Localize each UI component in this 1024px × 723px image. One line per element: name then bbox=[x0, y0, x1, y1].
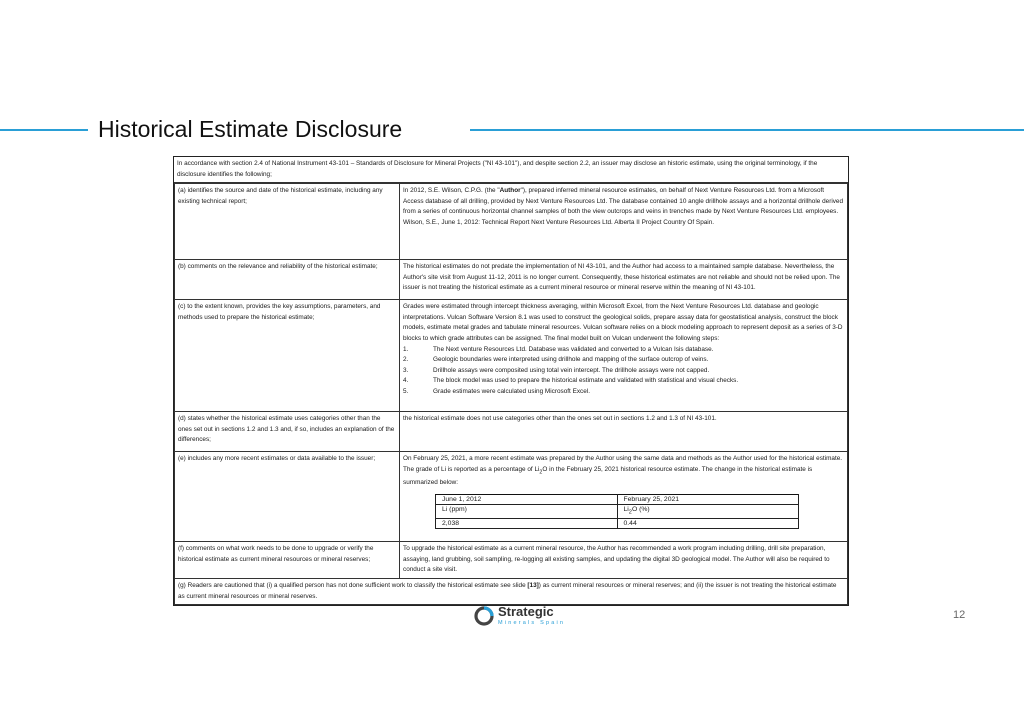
row-a bbox=[175, 184, 848, 260]
row-g-text-1: (g) Readers are cautioned that (i) a qualified person has not done sufficient work to classify the historical estimate see slide bbox=[178, 581, 528, 589]
estimate-date-2: February 25, 2021 bbox=[617, 495, 799, 505]
row-b bbox=[175, 260, 848, 300]
step-item bbox=[403, 345, 844, 356]
estimate-date-row bbox=[436, 495, 799, 505]
steps-list bbox=[403, 345, 844, 398]
step-item bbox=[403, 355, 844, 366]
row-c bbox=[175, 300, 848, 412]
row-a-text-2: "), prepared inferred mineral resource estimates, on behalf of Next Venture Resources Ltd. from a Microsoft Access database of all drilling, provided by Next Venture Resources Ltd. The database contained 10 angle drillhole assays and a horizontal drillhole derived from a series of continuous horizontal channel samples of both the view outcrops and veins in trenches made by Next Venture Resources Ltd. employees. Wilson, S.E., June 1, 2012: Technical Report Next Venture Resources Ltd. Alberta II Project Country Of Spain. bbox=[403, 187, 844, 226]
step-number: 3. bbox=[403, 366, 409, 374]
row-g-text-3: as current mineral resources or mineral reserves. bbox=[178, 592, 318, 600]
step-number: 4. bbox=[403, 377, 409, 385]
row-g bbox=[175, 578, 848, 604]
row-f-text: To upgrade the historical estimate as a current mineral resource, the Author has recommended a work program including drilling, drill site preparation, assaying, land grubbing, soil sampling, re-logging all existing samples, and updating the digital 3D geological model. The Author will also be required to conduct a site visit. bbox=[400, 542, 848, 579]
estimate-unit-1: Li (ppm) bbox=[436, 505, 618, 518]
row-c-label: (c) to the extent known, provides the key assumptions, parameters, and methods used to prepare the historical estimate; bbox=[175, 300, 400, 412]
unit-2-subscript: 2 bbox=[628, 509, 632, 516]
estimate-value-1: 2,038 bbox=[436, 518, 618, 528]
estimate-value-row bbox=[436, 518, 799, 528]
row-e-cell bbox=[400, 452, 848, 542]
logo-subtitle: Minerals Spain bbox=[498, 620, 566, 626]
step-text: Drillhole assays were composited using total vein intercept. The drillhole assays were not capped. bbox=[433, 366, 710, 374]
row-d bbox=[175, 412, 848, 452]
row-c-text: Grades were estimated through intercept thickness averaging, within Microsoft Excel, from the Next Venture Resources Ltd. database and geologic interpretations. Vulcan Software Version 8.1 was used to construct the geological solids, prepare assay data for geostatistical analysis, construct the block models, estimate metal grades and tabulate mineral resources. Vulcan software relies on a block modeling approach to represent deposit as a series of 3-D blocks to which grade attributes can be assigned. The final model built on Vulcan underwent the following steps: bbox=[403, 303, 843, 342]
step-number: 5. bbox=[403, 387, 409, 395]
row-b-text: The historical estimates do not predate the implementation of NI 43-101, and the Author had access to a maintained sample database. Nevertheless, the Author's site visit from August 11-12, 2011 is no longer current. Consequently, these historical estimates are not reliable and should not be relied upon. The issuer is not treating the historical estimate as a current mineral resource or mineral reserve within the meaning of NI 43-101. bbox=[400, 260, 848, 300]
title-row bbox=[0, 116, 1024, 146]
page-number: 12 bbox=[953, 609, 966, 621]
row-e bbox=[175, 452, 848, 542]
disclosure-table bbox=[174, 183, 848, 605]
row-e-subscript: 2 bbox=[539, 469, 543, 476]
author-bold: Author bbox=[499, 187, 521, 195]
step-item bbox=[403, 387, 844, 398]
row-a-text-1: In 2012, S.E. Wilson, C.P.G. (the " bbox=[403, 187, 500, 195]
row-d-label: (d) states whether the historical estimate uses categories other than the ones set out in sections 1.2 and 1.3 and, if so, includes an explanation of the differences; bbox=[175, 412, 400, 452]
step-number: 2. bbox=[403, 356, 409, 364]
strategic-logo-icon bbox=[473, 605, 495, 627]
row-e-label: (e) includes any more recent estimates or data available to the issuer; bbox=[175, 452, 400, 542]
step-text: The block model was used to prepare the historical estimate and validated with statistical and visual checks. bbox=[433, 377, 739, 385]
intro-text: In accordance with section 2.4 of National Instrument 43-101 – Standards of Disclosure for Mineral Projects ("NI 43-101"), and despite section 2.2, an issuer may disclose an historic estimate, using the original terminology, if the disclosure identifies the following; bbox=[174, 157, 848, 183]
step-number: 1. bbox=[403, 345, 409, 353]
row-e-text bbox=[403, 454, 844, 488]
step-text: Geologic boundaries were interpreted using drillhole and mapping of the surface outcrop of veins. bbox=[433, 356, 709, 364]
unit-2-text-1: Li bbox=[623, 506, 629, 514]
row-a-label: (a) identifies the source and date of the historical estimate, including any existing technical report; bbox=[175, 184, 400, 260]
title-rule-left bbox=[0, 129, 88, 131]
slide-ref-bold: [13] bbox=[527, 581, 539, 589]
company-logo bbox=[470, 604, 570, 628]
row-b-label: (b) comments on the relevance and reliability of the historical estimate; bbox=[175, 260, 400, 300]
estimate-unit-row bbox=[436, 505, 799, 518]
row-c-cell bbox=[400, 300, 848, 412]
estimate-unit-2 bbox=[617, 505, 799, 518]
step-text: The Next venture Resources Ltd. Database was validated and converted to a Vulcan Isis database. bbox=[433, 345, 714, 353]
step-item bbox=[403, 366, 844, 377]
row-d-text: the historical estimate does not use categories other than the ones set out in sections 1.2 and 1.3 of NI 43-101. bbox=[400, 412, 848, 452]
row-g-text-2: ) as current mineral resources or mineral reserves; and (ii) the issuer is not treating the historical estimate bbox=[538, 581, 837, 589]
row-f bbox=[175, 542, 848, 579]
estimate-table bbox=[435, 494, 799, 528]
slide-title: Historical Estimate Disclosure bbox=[98, 116, 403, 142]
step-item bbox=[403, 376, 844, 387]
row-f-label: (f) comments on what work needs to be done to upgrade or verify the historical estimate as current mineral resources or mineral reserves; bbox=[175, 542, 400, 579]
row-g-text bbox=[175, 578, 848, 604]
logo-name: Strategic bbox=[498, 604, 554, 619]
step-text: Grade estimates were calculated using Microsoft Excel. bbox=[433, 387, 590, 395]
row-e-text-2: O in the February 25, 2021 historical resource estimate. The change in the historical estimate is summarized below: bbox=[403, 465, 813, 486]
disclosure-document bbox=[173, 156, 849, 606]
unit-2-text-2: O (%) bbox=[631, 506, 650, 514]
title-rule-right bbox=[470, 129, 1024, 131]
row-e-text-1: On February 25, 2021, a more recent estimate was prepared by the Author using the same data and methods as the Author used for the historical estimate. The grade of Li is reported as a percentage of Li bbox=[403, 455, 843, 473]
row-a-text bbox=[400, 184, 848, 260]
estimate-value-2: 0.44 bbox=[617, 518, 799, 528]
estimate-date-1: June 1, 2012 bbox=[436, 495, 618, 505]
